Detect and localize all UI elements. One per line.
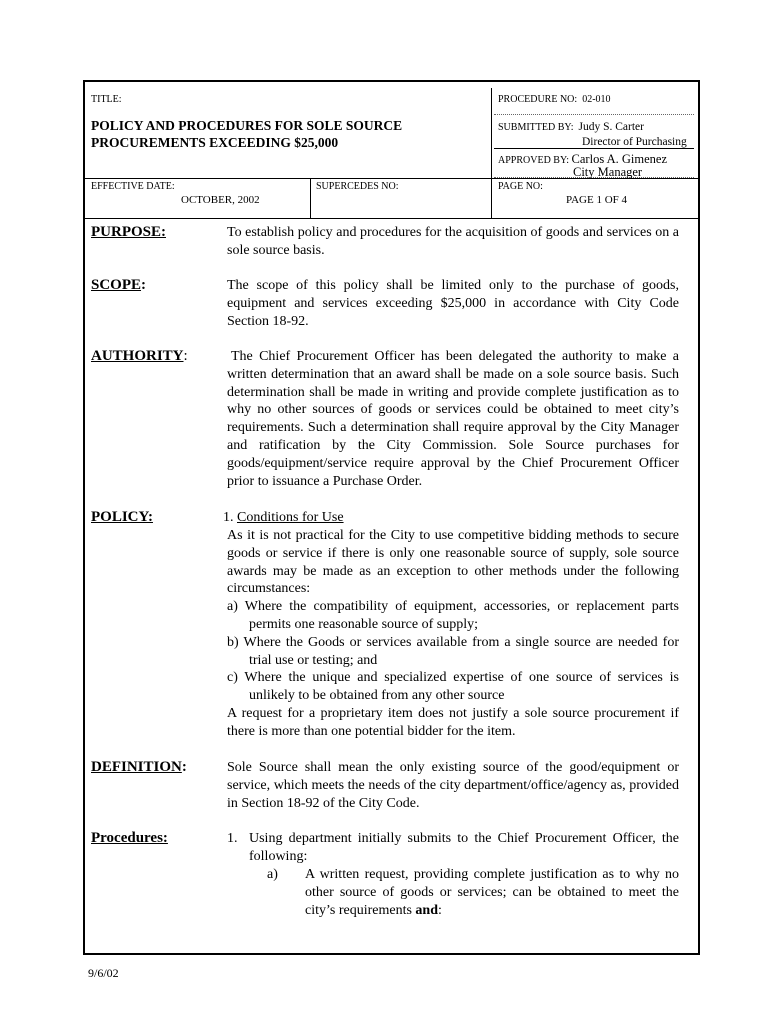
procedure-step-1-text: Using department initially submits to the Chief Procurement Officer, the following: (249, 831, 679, 864)
document-title-line1: POLICY AND PROCEDURES FOR SOLE SOURCE (91, 118, 403, 133)
procedure-step-1a-body: A written request, providing complete justification as to why no other source of goods or services; can be obtained to meet the city’s requirements (305, 867, 679, 918)
policy-item-c: c) Where the unique and specialized expertise of one source of services is unlikely to be obtained from any other source (227, 670, 679, 704)
definition-label: DEFINITION (91, 759, 182, 775)
page-no-label: PAGE NO: (498, 181, 543, 192)
footer-date: 9/6/02 (88, 966, 119, 980)
procedure-no (498, 94, 611, 105)
supercedes-label: SUPERCEDES NO: (316, 181, 399, 192)
policy-subheading-number: 1. (223, 510, 234, 525)
submitted-by-title: Director of Purchasing (582, 136, 687, 148)
approved-by-label: APPROVED BY: (498, 155, 570, 166)
submitted-by-label: SUBMITTED BY: (498, 122, 574, 133)
purpose-text: To establish policy and procedures for the acquisition of goods and services on a sole source basis. (227, 225, 679, 258)
procedure-step-1a-text (305, 866, 679, 919)
policy-item-b: b) Where the Goods or services available from a single source are needed for trial use or testing; and (227, 634, 679, 668)
procedure-no-value: 02-010 (582, 94, 611, 105)
definition-heading (91, 759, 187, 776)
title-label: TITLE: (91, 94, 122, 105)
policy-heading: POLICY: (91, 509, 153, 525)
procedures-heading: Procedures: (91, 830, 168, 846)
approved-by-name: Carlos A. Gimenez (571, 152, 668, 166)
procedure-step-1a-number: a) (267, 867, 278, 882)
authority-text: The Chief Procurement Officer has been delegated the authority to make a written determination that an award shall be made on a sole source basis. Such determination shall be made in writing and provide complete justification as to why no other sources of goods or services could be obtained to meet city’s requirements. Such a determination shall require approval by the City Manager and ratification by the City Commission. Sole Source purchases for goods/equipment/service require approval by the Chief Procurement Officer prior to issuance a Purchase Order. (227, 349, 679, 489)
submitted-by (498, 121, 644, 133)
policy-note: A request for a proprietary item does not justify a sole source procurement if there is more than one potential bidder for the item. (227, 705, 679, 739)
definition-text: Sole Source shall mean the only existing source of the good/equipment or service, which meets the needs of the city department/office/agency as, provided in Section 18-92 of the City Code. (227, 760, 679, 811)
policy-intro: As it is not practical for the City to use competitive bidding methods to secure goods or service if there is only one reasonable source of supply, sole source awards may be made as an exception to other methods under the following circumstances: (227, 528, 679, 597)
scope-heading (91, 277, 146, 294)
authority-label: AUTHORITY (91, 348, 184, 364)
authority-colon: : (183, 348, 188, 364)
purpose-heading: PURPOSE: (91, 224, 166, 240)
policy-subheading (223, 509, 679, 527)
header-bottom-rule (83, 218, 700, 219)
scope-colon: : (141, 277, 147, 293)
procedure-step-1a (227, 866, 679, 919)
procedure-step-1 (227, 830, 679, 866)
procedure-step-1a-end: : (438, 902, 442, 918)
procedure-no-label: PROCEDURE NO: (498, 94, 578, 105)
header-divider-supercedes (310, 178, 311, 218)
page-no-value: PAGE 1 OF 4 (566, 194, 628, 206)
effective-date-label: EFFECTIVE DATE: (91, 181, 175, 192)
document-title-line2: PROCUREMENTS EXCEEDING $25,000 (91, 135, 339, 150)
procedure-no-rule (494, 114, 694, 115)
procedure-step-1-number: 1. (227, 831, 238, 846)
policy-item-a: a) Where the compatibility of equipment, accessories, or replacement parts permits one reasonable source of supply; (227, 599, 679, 632)
procedure-step-1a-and: and (415, 902, 438, 918)
submitted-by-name: Judy S. Carter (578, 121, 644, 133)
approved-by-title: City Manager (573, 165, 643, 179)
submitted-by-rule (494, 148, 694, 149)
document-title (91, 117, 402, 151)
authority-heading (91, 348, 188, 365)
definition-colon: : (181, 759, 187, 775)
scope-text: The scope of this policy shall be limited only to the purchase of goods, equipment and services exceeding $25,000 in accordance with City Code Section 18-92. (227, 278, 679, 329)
policy-subheading-text: Conditions for Use (237, 510, 344, 525)
policy-body (227, 527, 679, 741)
scope-label: SCOPE (91, 277, 142, 293)
header-divider-vertical (491, 88, 492, 218)
effective-date-value: OCTOBER, 2002 (181, 194, 260, 206)
